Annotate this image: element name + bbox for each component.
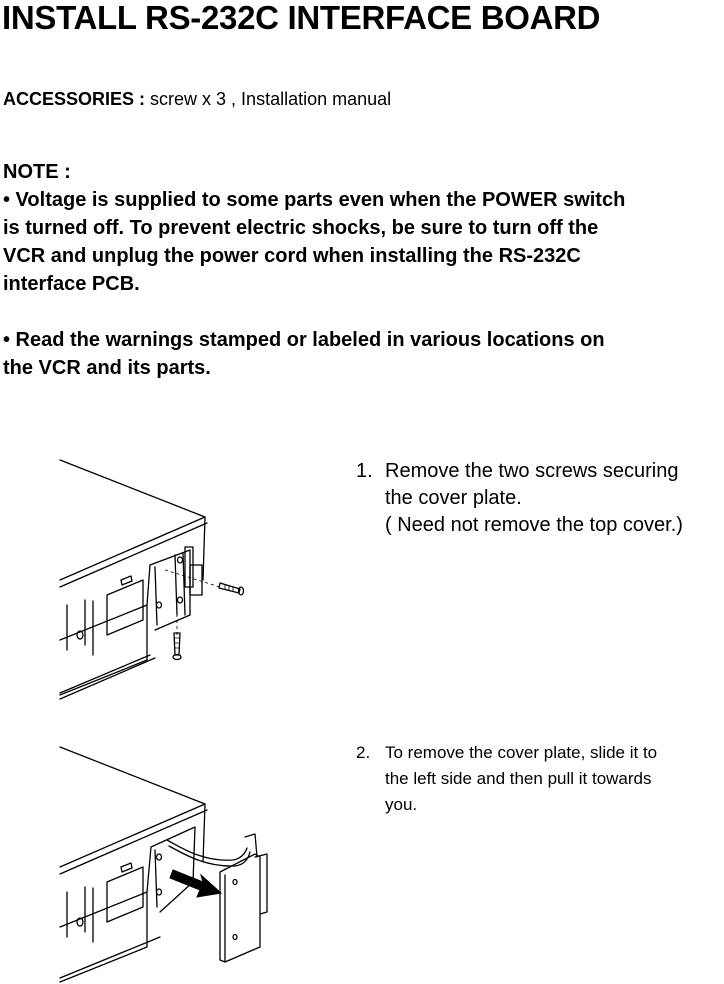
step-1-line-3: ( Need not remove the top cover.): [385, 514, 683, 536]
accessories-label: ACCESSORIES :: [3, 89, 146, 109]
accessories-line: [3, 88, 391, 110]
step-2-line-1: To remove the cover plate, slide it to: [385, 743, 658, 762]
step-2-line-2: the left side and then pull it towards: [385, 769, 652, 788]
step-1-line-1: Remove the two screws securing: [385, 460, 679, 482]
note-heading: NOTE :: [3, 161, 71, 183]
page-title: INSTALL RS-232C INTERFACE BOARD: [2, 0, 601, 36]
step-2-text: [385, 740, 657, 818]
note-item-2-line-1: • Read the warnings stamped or labeled in various locations on: [3, 329, 605, 351]
note-item-1-line-1: • Voltage is supplied to some parts even when the POWER switch: [3, 189, 626, 211]
step-2-line-3: you.: [385, 795, 418, 814]
note-item-1-line-2: is turned off. To prevent electric shocks, be sure to turn off the: [3, 217, 599, 239]
step-1: [356, 458, 724, 548]
step-1-text: [385, 458, 683, 539]
figure-remove-cover-plate: [55, 742, 270, 984]
step-2: [356, 740, 724, 830]
step-2-number: 2.: [356, 743, 371, 762]
step-1-number: 1.: [356, 460, 373, 482]
note-item-2-line-2: the VCR and its parts.: [3, 357, 211, 379]
note-item-1-line-4: interface PCB.: [3, 273, 140, 295]
note-item-1-line-3: VCR and unplug the power cord when installing the RS-232C: [3, 245, 581, 267]
accessories-text: screw x 3 , Installation manual: [145, 89, 392, 109]
figure-remove-screws: [55, 455, 255, 700]
note-section: [3, 158, 721, 382]
step-1-line-2: the cover plate.: [385, 487, 522, 509]
